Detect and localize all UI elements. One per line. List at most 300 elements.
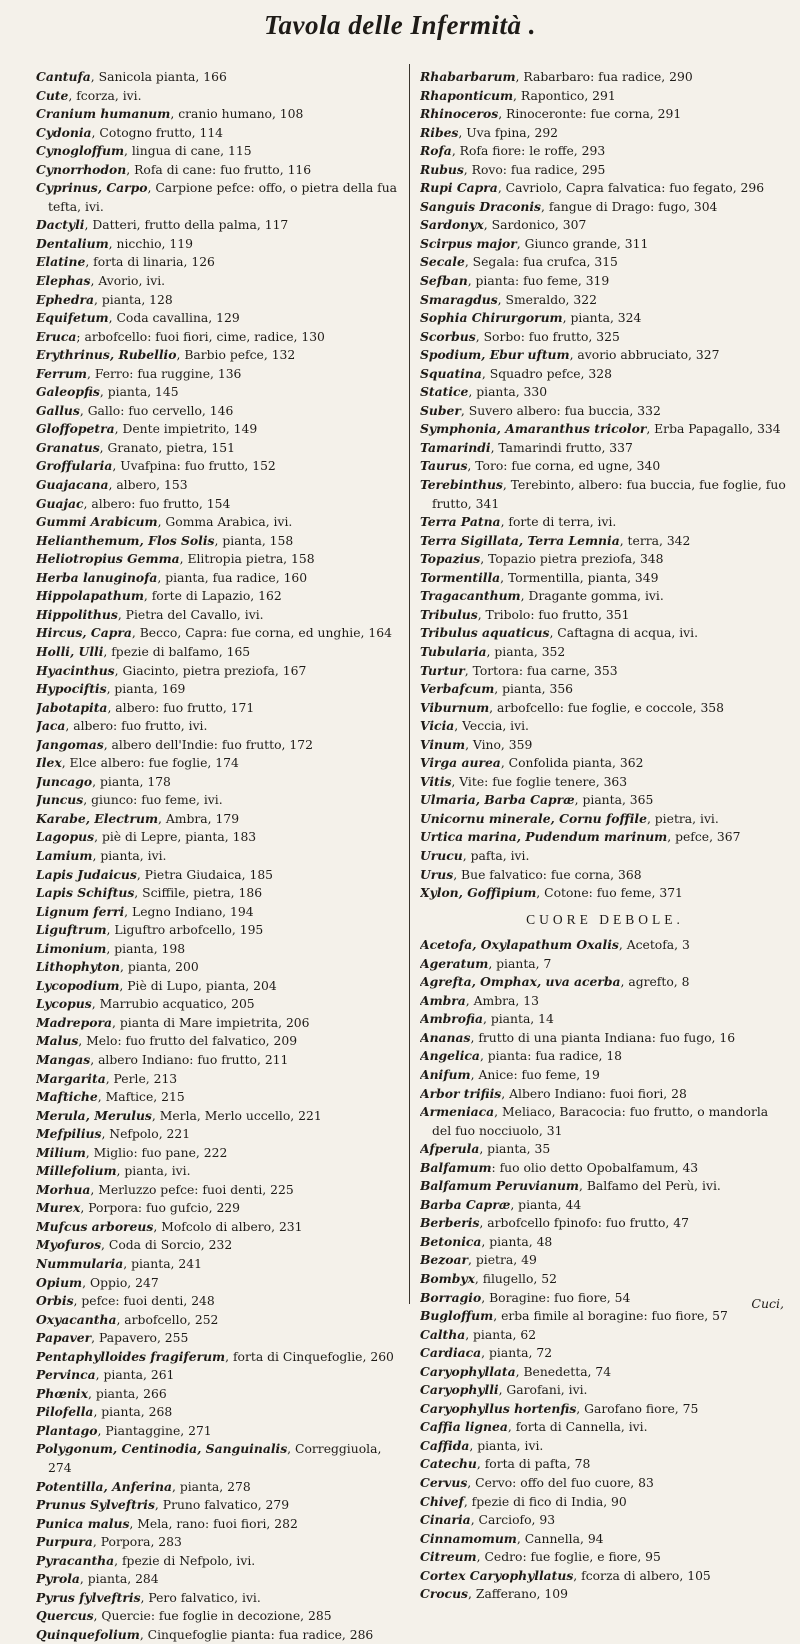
entry-latin-name: Chivef bbox=[420, 1493, 464, 1509]
index-entry bbox=[36, 216, 400, 235]
index-entry bbox=[420, 884, 790, 903]
index-entry bbox=[36, 383, 400, 402]
entry-latin-name: Polygonum, Centinodia, Sanguinalis bbox=[36, 1441, 288, 1457]
entry-description: , pefce: fuoi denti, 248 bbox=[73, 1294, 215, 1309]
index-entry bbox=[420, 124, 790, 143]
index-entry bbox=[36, 1478, 400, 1497]
entry-latin-name: Rubus bbox=[420, 161, 464, 177]
index-entry bbox=[36, 736, 400, 755]
index-entry bbox=[36, 1125, 400, 1144]
entry-latin-name: Lapis Judaicus bbox=[36, 866, 137, 882]
entry-description: , arbofcello, 252 bbox=[116, 1312, 219, 1327]
entry-description: , fpezie di fico di India, 90 bbox=[463, 1494, 627, 1509]
entry-latin-name: Balfamum Peruvianum bbox=[420, 1178, 579, 1194]
entry-description: , forte di terra, ivi. bbox=[500, 515, 617, 530]
entry-description: , fcorza di albero, 105 bbox=[573, 1568, 711, 1583]
entry-description: , pianta, 145 bbox=[99, 385, 179, 400]
entry-latin-name: Maftiche bbox=[36, 1089, 98, 1105]
entry-description: , pietra, ivi. bbox=[646, 811, 719, 826]
entry-latin-name: Pentaphylloides fragiferum bbox=[36, 1348, 226, 1364]
entry-latin-name: Cydonia bbox=[36, 124, 92, 140]
index-entry bbox=[36, 587, 400, 606]
index-entry bbox=[420, 643, 790, 662]
index-entry bbox=[420, 216, 790, 235]
entry-latin-name: Cortex Caryophyllatus bbox=[420, 1567, 574, 1583]
entry-latin-name: Orbis bbox=[36, 1293, 74, 1309]
entry-latin-name: Papaver bbox=[36, 1330, 92, 1346]
entry-description: , forta di linaria, 126 bbox=[85, 255, 215, 270]
entry-latin-name: Caffida bbox=[420, 1437, 470, 1453]
entry-description: , Rapontico, 291 bbox=[513, 88, 616, 103]
entry-latin-name: Urtica marina, Pudendum marinum bbox=[420, 829, 668, 845]
entry-description: , Suvero albero: fua buccia, 332 bbox=[460, 403, 661, 418]
entry-description: , Cedro: fue foglie, e fiore, 95 bbox=[476, 1550, 661, 1565]
entry-latin-name: Lamium bbox=[36, 847, 93, 863]
index-entry bbox=[36, 1274, 400, 1293]
entry-description: , Uvafpina: fuo frutto, 152 bbox=[112, 459, 276, 474]
index-entry bbox=[36, 439, 400, 458]
entry-latin-name: Caryophyllata bbox=[420, 1363, 516, 1379]
index-entry bbox=[36, 457, 400, 476]
index-entry bbox=[420, 1066, 790, 1085]
entry-description: , Mela, rano: fuoi fiori, 282 bbox=[129, 1516, 298, 1531]
entry-description: , pianta, ivi. bbox=[116, 1164, 191, 1179]
entry-latin-name: Lapis Schiftus bbox=[36, 885, 135, 901]
index-entry bbox=[36, 550, 400, 569]
index-entry bbox=[420, 1548, 790, 1567]
entry-description: , pianta, 158 bbox=[214, 533, 294, 548]
index-entry bbox=[36, 569, 400, 588]
entry-description: , frutto di una pianta Indiana: fuo fugo, 16 bbox=[470, 1030, 736, 1045]
entry-latin-name: Virga aurea bbox=[420, 755, 501, 771]
index-entry bbox=[36, 87, 400, 106]
index-entry bbox=[420, 1326, 790, 1345]
entry-description: , pianta, 44 bbox=[510, 1197, 582, 1212]
index-entry bbox=[420, 587, 790, 606]
index-entry bbox=[420, 810, 790, 829]
index-entry bbox=[420, 1400, 790, 1419]
entry-latin-name: Milium bbox=[36, 1144, 86, 1160]
entry-latin-name: Helianthemum, Flos Solis bbox=[36, 532, 215, 548]
entry-description: , forta di Cannella, ivi. bbox=[507, 1420, 648, 1435]
entry-latin-name: Hypociftis bbox=[36, 681, 107, 697]
entry-latin-name: Jaca bbox=[36, 718, 66, 734]
entry-latin-name: Sophia Chirurgorum bbox=[420, 310, 563, 326]
entry-latin-name: Betonica bbox=[420, 1233, 482, 1249]
entry-latin-name: Berberis bbox=[420, 1215, 480, 1231]
index-entry bbox=[36, 1311, 400, 1330]
index-entry bbox=[420, 161, 790, 180]
entry-description: , Vino, 359 bbox=[465, 737, 533, 752]
index-entry bbox=[36, 161, 400, 180]
entry-description: , pianta, 7 bbox=[488, 956, 552, 971]
entry-description: , pianta di Mare impietrita, 206 bbox=[112, 1015, 310, 1030]
index-entry bbox=[420, 1085, 790, 1104]
entry-latin-name: Rhinoceros bbox=[420, 106, 499, 122]
entry-description: , Legno Indiano, 194 bbox=[124, 904, 254, 919]
index-entry bbox=[36, 105, 400, 124]
index-entry bbox=[420, 1251, 790, 1270]
index-entry bbox=[36, 328, 400, 347]
entry-latin-name: Vinum bbox=[420, 736, 466, 752]
index-entry bbox=[420, 847, 790, 866]
index-entry bbox=[36, 532, 400, 551]
entry-latin-name: Sardonyx bbox=[420, 217, 484, 233]
entry-description: , albero: fuo frutto, 171 bbox=[107, 700, 255, 715]
entry-description: , Tribolo: fuo frutto, 351 bbox=[477, 607, 630, 622]
entry-latin-name: Quercus bbox=[36, 1608, 94, 1624]
entry-description: , pianta, 14 bbox=[482, 1012, 554, 1027]
index-entry bbox=[420, 1363, 790, 1382]
index-entry bbox=[36, 828, 400, 847]
entry-latin-name: Liguftrum bbox=[36, 922, 107, 938]
entry-description: , Sanicola pianta, 166 bbox=[90, 70, 227, 84]
entry-latin-name: Vicia bbox=[420, 718, 455, 734]
entry-latin-name: Scorbus bbox=[420, 328, 476, 344]
entry-latin-name: Barba Capræ bbox=[420, 1196, 511, 1212]
index-entry bbox=[36, 810, 400, 829]
entry-latin-name: Juncago bbox=[36, 773, 93, 789]
entry-description: , Mofcolo di albero, 231 bbox=[153, 1219, 303, 1234]
index-entry bbox=[420, 936, 790, 955]
entry-description: , pianta: fuo feme, 319 bbox=[467, 274, 610, 289]
index-entry bbox=[420, 1567, 790, 1586]
entry-latin-name: Plantago bbox=[36, 1422, 98, 1438]
entry-description: , Liguftro arbofcello, 195 bbox=[106, 923, 264, 938]
index-entry bbox=[420, 365, 790, 384]
index-entry bbox=[36, 717, 400, 736]
entry-description: , pianta, 261 bbox=[95, 1368, 175, 1383]
index-entry bbox=[36, 921, 400, 940]
entry-description: , Meliaco, Baracocia: fuo frutto, o mandorla del fuo nocciuolo, 31 bbox=[432, 1105, 769, 1138]
index-entry bbox=[36, 291, 400, 310]
entry-latin-name: Turtur bbox=[420, 662, 465, 678]
entry-latin-name: Xylon, Goffipium bbox=[420, 885, 537, 901]
entry-description: , pianta, 62 bbox=[465, 1327, 537, 1342]
entry-latin-name: Cynorrhodon bbox=[36, 161, 127, 177]
index-entry bbox=[36, 977, 400, 996]
entry-description: , Dente impietrito, 149 bbox=[114, 422, 258, 437]
entry-latin-name: Galeopfis bbox=[36, 384, 100, 400]
index-entry bbox=[420, 1196, 790, 1215]
entry-latin-name: Cantufa bbox=[36, 69, 91, 84]
entry-description: , Rofa fiore: le roffe, 293 bbox=[451, 144, 606, 159]
entry-latin-name: Afperula bbox=[420, 1141, 480, 1157]
entry-description: , Cotone: fuo feme, 371 bbox=[536, 886, 683, 901]
entry-description: , Carpione pefce: offo, o pietra della fua tefta, ivi. bbox=[48, 181, 398, 214]
index-entry bbox=[420, 253, 790, 272]
entry-description: , Sciffile, pietra, 186 bbox=[134, 886, 263, 901]
entry-latin-name: Viburnum bbox=[420, 699, 490, 715]
entry-latin-name: Unicornu minerale, Cornu foffile bbox=[420, 810, 647, 826]
index-entry bbox=[36, 1032, 400, 1051]
entry-latin-name: Phœnix bbox=[36, 1385, 88, 1401]
entry-description: , Toro: fue corna, ed ugne, 340 bbox=[467, 459, 661, 474]
index-list-top bbox=[420, 68, 790, 903]
index-entry bbox=[36, 346, 400, 365]
index-entry bbox=[36, 495, 400, 514]
index-entry bbox=[36, 995, 400, 1014]
index-entry bbox=[36, 1070, 400, 1089]
entry-latin-name: Taurus bbox=[420, 458, 468, 474]
entry-description: , Correggiuola, 274 bbox=[48, 1442, 382, 1476]
index-entry bbox=[36, 940, 400, 959]
entry-description: , Gomma Arabica, ivi. bbox=[157, 515, 293, 530]
index-entry bbox=[420, 1270, 790, 1289]
entry-description: , Erba Papagallo, 334 bbox=[646, 422, 781, 437]
index-entry bbox=[36, 476, 400, 495]
entry-latin-name: Malus bbox=[36, 1033, 79, 1049]
entry-description: , Garofani, ivi. bbox=[498, 1383, 588, 1398]
entry-latin-name: Murex bbox=[36, 1200, 81, 1216]
index-entry bbox=[36, 1181, 400, 1200]
index-entry bbox=[420, 402, 790, 421]
index-entry bbox=[420, 439, 790, 458]
entry-description: , Cinquefoglie pianta: fua radice, 286 bbox=[139, 1627, 374, 1642]
index-entry bbox=[420, 1437, 790, 1456]
index-entry bbox=[420, 235, 790, 254]
index-entry bbox=[36, 773, 400, 792]
entry-latin-name: Lithophyton bbox=[36, 959, 120, 975]
index-entry bbox=[36, 1088, 400, 1107]
entry-latin-name: Urucu bbox=[420, 847, 463, 863]
entry-latin-name: Elatine bbox=[36, 254, 86, 270]
entry-description: , fpezie di Nefpolo, ivi. bbox=[114, 1553, 256, 1568]
index-entry bbox=[420, 624, 790, 643]
entry-description: , pianta, 352 bbox=[486, 644, 566, 659]
entry-latin-name: Acetofa, Oxylapathum Oxalis bbox=[420, 937, 619, 953]
entry-description: , albero, 153 bbox=[108, 478, 188, 493]
entry-latin-name: Ageratum bbox=[420, 955, 489, 971]
entry-latin-name: Elephas bbox=[36, 273, 91, 289]
entry-latin-name: Topazius bbox=[420, 551, 481, 567]
entry-description: , Papavero, 255 bbox=[91, 1331, 189, 1346]
entry-description: , Balfamo del Perù, ivi. bbox=[578, 1179, 721, 1194]
entry-latin-name: Borragio bbox=[420, 1289, 482, 1305]
entry-description: , agrefto, 8 bbox=[620, 975, 690, 990]
index-entry bbox=[420, 179, 790, 198]
entry-latin-name: Nummularia bbox=[36, 1256, 124, 1271]
index-list-bottom bbox=[420, 936, 790, 1604]
entry-latin-name: Groffularia bbox=[36, 458, 113, 474]
entry-latin-name: Gloffopetra bbox=[36, 421, 115, 437]
entry-latin-name: Morhua bbox=[36, 1181, 91, 1197]
entry-latin-name: Rhaponticum bbox=[420, 87, 514, 103]
index-entry bbox=[420, 1177, 790, 1196]
index-entry bbox=[420, 1307, 790, 1326]
index-entry bbox=[420, 1010, 790, 1029]
entry-description: , Uva fpina, 292 bbox=[458, 125, 559, 140]
index-entry bbox=[420, 791, 790, 810]
entry-description: , terra, 342 bbox=[619, 533, 691, 548]
index-entry bbox=[36, 124, 400, 143]
entry-latin-name: Cynogloffum bbox=[36, 143, 125, 159]
index-entry bbox=[36, 680, 400, 699]
index-entry bbox=[36, 1552, 400, 1571]
entry-description: , pianta, ivi. bbox=[469, 1438, 544, 1453]
entry-latin-name: Prunus Sylveftris bbox=[36, 1497, 155, 1513]
index-entry bbox=[420, 992, 790, 1011]
entry-description: , arbofcello fpinofo: fuo frutto, 47 bbox=[479, 1216, 689, 1231]
entry-latin-name: Holli, Ulli bbox=[36, 643, 104, 659]
index-entry bbox=[420, 1047, 790, 1066]
index-entry bbox=[420, 198, 790, 217]
entry-latin-name: Sanguis Draconis bbox=[420, 198, 541, 214]
entry-latin-name: Herba lanuginofa bbox=[36, 569, 158, 585]
index-entry bbox=[420, 291, 790, 310]
entry-latin-name: Myofuros bbox=[36, 1237, 102, 1253]
entry-description: , Acetofa, 3 bbox=[618, 938, 690, 953]
entry-description: , fpezie di balfamo, 165 bbox=[103, 644, 251, 659]
index-entry bbox=[420, 955, 790, 974]
entry-latin-name: Mangas bbox=[36, 1051, 91, 1067]
entry-latin-name: Lignum ferri bbox=[36, 903, 125, 919]
entry-description: , pianta: fua radice, 18 bbox=[479, 1049, 623, 1064]
index-entry bbox=[420, 1029, 790, 1048]
index-entry bbox=[420, 1344, 790, 1363]
entry-latin-name: Smaragdus bbox=[420, 291, 498, 307]
index-entry bbox=[36, 309, 400, 328]
entry-latin-name: Ferrum bbox=[36, 365, 87, 381]
entry-description: , pianta, 128 bbox=[94, 292, 173, 307]
index-entry bbox=[420, 513, 790, 532]
index-entry bbox=[36, 1348, 400, 1367]
entry-description: , pianta, 330 bbox=[468, 385, 548, 400]
entry-description: , giunco: fuo feme, ivi. bbox=[83, 793, 223, 808]
entry-description: , Pruno falvatico, 279 bbox=[154, 1498, 290, 1513]
index-entry bbox=[36, 1607, 400, 1626]
entry-latin-name: Pyrus fylveftris bbox=[36, 1589, 141, 1605]
entry-latin-name: Symphonia, Amaranthus tricolor bbox=[420, 421, 647, 437]
entry-latin-name: Tamarindi bbox=[420, 439, 491, 455]
entry-latin-name: Ephedra bbox=[36, 291, 94, 307]
entry-latin-name: Crocus bbox=[420, 1586, 469, 1602]
entry-description: , Quercie: fue foglie in decozione, 285 bbox=[93, 1609, 332, 1624]
index-entry bbox=[420, 1530, 790, 1549]
index-entry bbox=[36, 1440, 400, 1477]
entry-latin-name: Bezoar bbox=[420, 1252, 469, 1268]
index-entry bbox=[420, 717, 790, 736]
entry-description: , Smeraldo, 322 bbox=[497, 292, 597, 307]
entry-description: , fangue di Drago: fugo, 304 bbox=[541, 199, 718, 214]
index-entry bbox=[36, 958, 400, 977]
entry-latin-name: Lagopus bbox=[36, 829, 95, 845]
entry-description: , Ferro: fua ruggine, 136 bbox=[86, 366, 242, 381]
entry-latin-name: Guajacana bbox=[36, 477, 109, 493]
entry-description: , albero: fuo frutto, ivi. bbox=[65, 719, 208, 734]
entry-latin-name: Pyracantha bbox=[36, 1552, 115, 1568]
index-entry bbox=[36, 513, 400, 532]
entry-description: , Vite: fue foglie tenere, 363 bbox=[451, 774, 628, 789]
entry-latin-name: Ambra bbox=[420, 992, 466, 1008]
entry-latin-name: Hircus, Capra bbox=[36, 625, 132, 641]
entry-latin-name: Angelica bbox=[420, 1048, 480, 1064]
entry-latin-name: Millefolium bbox=[36, 1163, 117, 1179]
index-entry bbox=[420, 550, 790, 569]
index-entry bbox=[420, 1585, 790, 1604]
entry-description: , Nefpolo, 221 bbox=[101, 1127, 191, 1142]
index-entry bbox=[420, 346, 790, 365]
page-title: Tavola delle Infermità . bbox=[264, 10, 536, 40]
index-entry bbox=[36, 1385, 400, 1404]
entry-latin-name: Pyrola bbox=[36, 1571, 80, 1587]
index-entry bbox=[36, 624, 400, 643]
entry-latin-name: Heliotropius Gemma bbox=[36, 551, 180, 567]
entry-description: , Topazio pietra preziofa, 348 bbox=[480, 552, 664, 567]
index-entry bbox=[420, 1103, 790, 1140]
index-entry bbox=[36, 1199, 400, 1218]
entry-description: , arbofcello: fue foglie, e coccole, 358 bbox=[489, 700, 724, 715]
index-entry bbox=[36, 1329, 400, 1348]
entry-latin-name: Squatina bbox=[420, 365, 482, 381]
entry-description: , Porpora, 283 bbox=[92, 1535, 182, 1550]
entry-latin-name: Caryophylli bbox=[420, 1382, 499, 1398]
entry-description: , Caftagna di acqua, ivi. bbox=[549, 626, 699, 641]
entry-description: , Marrubio acquatico, 205 bbox=[91, 997, 255, 1012]
catchword: Cuci, bbox=[751, 1296, 784, 1311]
entry-latin-name: Tormentilla bbox=[420, 569, 501, 585]
index-entry bbox=[36, 68, 400, 87]
entry-description: , Elitropia pietra, 158 bbox=[179, 552, 315, 567]
entry-latin-name: Merula, Merulus bbox=[36, 1107, 152, 1123]
index-entry bbox=[36, 1626, 400, 1644]
index-entry bbox=[420, 569, 790, 588]
entry-description: , filugello, 52 bbox=[474, 1272, 557, 1286]
index-entry bbox=[420, 1381, 790, 1400]
index-entry bbox=[420, 309, 790, 328]
index-entry bbox=[420, 105, 790, 124]
entry-description: , erba fimile al boragine: fuo fiore, 57 bbox=[493, 1309, 728, 1324]
entry-description: , pianta, 72 bbox=[481, 1346, 553, 1361]
index-entry bbox=[420, 1233, 790, 1252]
entry-description: , Avorio, ivi. bbox=[90, 274, 166, 289]
entry-description: , Ambra, 13 bbox=[465, 993, 539, 1008]
entry-description: , Granato, pietra, 151 bbox=[99, 440, 235, 455]
index-entry bbox=[420, 754, 790, 773]
index-entry bbox=[36, 1014, 400, 1033]
index-entry bbox=[420, 457, 790, 476]
entry-latin-name: Cinaria bbox=[420, 1512, 471, 1528]
index-entry bbox=[420, 476, 790, 513]
entry-description: , Rabarbaro: fua radice, 290 bbox=[515, 70, 693, 84]
index-entry bbox=[420, 68, 790, 87]
entry-latin-name: Hyacinthus bbox=[36, 662, 115, 678]
entry-description: , Dragante gomma, ivi. bbox=[520, 589, 664, 604]
entry-description: , pianta, 48 bbox=[481, 1234, 553, 1249]
entry-description: , avorio abbruciato, 327 bbox=[569, 348, 720, 363]
entry-description: , pianta, 200 bbox=[119, 960, 199, 975]
entry-description: , Cervo: offo del fuo cuore, 83 bbox=[467, 1476, 654, 1491]
entry-latin-name: Suber bbox=[420, 402, 461, 418]
entry-description: , pianta, 356 bbox=[494, 682, 574, 697]
index-entry bbox=[420, 1289, 790, 1308]
entry-latin-name: Purpura bbox=[36, 1534, 93, 1550]
entry-description: , Rovo: fua radice, 295 bbox=[463, 162, 606, 177]
index-entry bbox=[36, 643, 400, 662]
entry-latin-name: Guajac bbox=[36, 495, 84, 511]
entry-latin-name: Statice bbox=[420, 384, 469, 400]
entry-description: , forte di Lapazio, 162 bbox=[143, 589, 282, 604]
entry-latin-name: Lycopodium bbox=[36, 977, 120, 993]
entry-description: , pianta, 324 bbox=[562, 311, 642, 326]
entry-description: , Merla, Merlo uccello, 221 bbox=[151, 1108, 322, 1123]
entry-latin-name: Tubularia bbox=[420, 643, 487, 659]
entry-description: , Pietra del Cavallo, ivi. bbox=[117, 607, 264, 622]
entry-description: , Bue falvatico: fue corna, 368 bbox=[453, 867, 642, 882]
entry-description: , albero: fuo frutto, 154 bbox=[83, 496, 231, 511]
entry-description: , cranio humano, 108 bbox=[170, 107, 304, 122]
entry-latin-name: Caltha bbox=[420, 1326, 466, 1342]
